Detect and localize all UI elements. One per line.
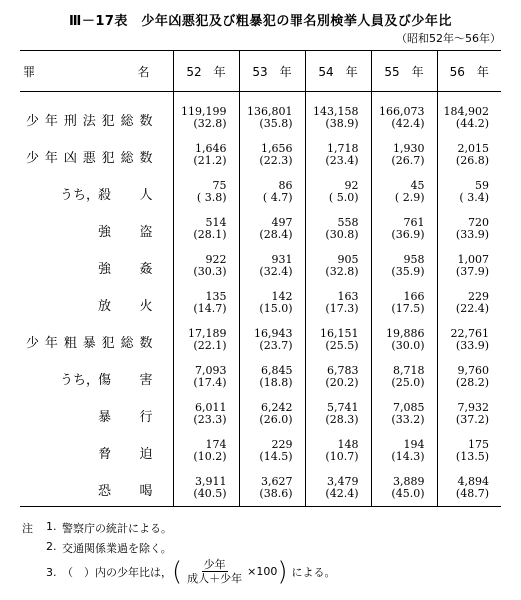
count-value: 1,718 xyxy=(327,141,359,155)
crime-char-2: 害 xyxy=(139,372,153,388)
crime-name-cell xyxy=(20,99,173,136)
table-row xyxy=(20,210,501,247)
count-value: 166 xyxy=(403,289,425,303)
juvenile-ratio: (35.9) xyxy=(391,264,425,278)
juvenile-ratio: (22.1) xyxy=(193,338,227,352)
juvenile-ratio: (23.7) xyxy=(259,338,293,352)
count-value: 6,845 xyxy=(261,363,293,377)
header-year: 56 年 xyxy=(437,51,501,92)
note-text-after: による。 xyxy=(291,565,336,579)
juvenile-ratio: (38.9) xyxy=(325,116,359,130)
count-value: 905 xyxy=(337,252,359,266)
note-text xyxy=(62,558,336,585)
juvenile-ratio: (18.8) xyxy=(259,375,293,389)
value-cell xyxy=(371,284,437,321)
fraction-multiplier: ×100 xyxy=(247,565,278,578)
juvenile-ratio: (26.7) xyxy=(391,153,425,167)
count-value: 514 xyxy=(205,215,227,229)
value-cell xyxy=(437,247,501,284)
juvenile-ratio: (32.4) xyxy=(259,264,293,278)
crime-char-2: 行 xyxy=(139,409,153,425)
crime-total-label: 少年刑法犯総数 xyxy=(26,113,153,129)
count-value: 75 xyxy=(212,178,227,192)
value-cell xyxy=(173,136,239,173)
value-cell xyxy=(437,358,501,395)
count-value: 17,189 xyxy=(188,326,227,340)
value-cell xyxy=(305,173,371,210)
crime-char-2: 人 xyxy=(139,187,153,203)
count-value: 174 xyxy=(205,437,227,451)
value-cell xyxy=(239,432,305,469)
count-value: 229 xyxy=(468,289,489,303)
count-value: 720 xyxy=(468,215,489,229)
juvenile-ratio: (30.0) xyxy=(391,338,425,352)
notes-label: 注 xyxy=(22,522,33,535)
count-value: 175 xyxy=(468,437,489,451)
juvenile-ratio: (22.4) xyxy=(455,301,489,315)
juvenile-ratio: (17.3) xyxy=(325,301,359,315)
count-value: 958 xyxy=(403,252,425,266)
juvenile-ratio: (23.4) xyxy=(325,153,359,167)
value-cell xyxy=(371,395,437,432)
juvenile-ratio: (48.7) xyxy=(455,486,489,500)
count-value: 135 xyxy=(205,289,227,303)
header-year: 54 年 xyxy=(305,51,371,92)
crime-char-1: 恐 xyxy=(98,483,112,499)
juvenile-ratio: (15.0) xyxy=(259,301,293,315)
juvenile-ratio: (14.5) xyxy=(259,449,293,463)
crime-char-1: 強 xyxy=(98,224,112,240)
count-value: 922 xyxy=(205,252,227,266)
count-value: 166,073 xyxy=(379,104,425,118)
table-row xyxy=(20,247,501,284)
value-cell xyxy=(239,99,305,136)
value-cell xyxy=(437,395,501,432)
juvenile-ratio: (22.3) xyxy=(259,153,293,167)
count-value: 184,902 xyxy=(443,104,489,118)
note-text: 交通関係業過を除く。 xyxy=(62,542,172,555)
value-cell xyxy=(437,210,501,247)
value-cell xyxy=(437,136,501,173)
value-cell xyxy=(173,395,239,432)
note-number: 3. xyxy=(46,566,57,579)
note-number: 1. xyxy=(46,520,57,533)
value-cell xyxy=(173,469,239,507)
count-value: 3,889 xyxy=(393,474,425,488)
value-cell xyxy=(305,99,371,136)
juvenile-ratio: (28.3) xyxy=(325,412,359,426)
count-value: 142 xyxy=(271,289,293,303)
count-value: 1,930 xyxy=(393,141,425,155)
value-cell xyxy=(173,284,239,321)
statistics-table xyxy=(20,50,501,507)
value-cell xyxy=(173,210,239,247)
table-row xyxy=(20,173,501,210)
value-cell xyxy=(371,210,437,247)
crime-char-1: 放 xyxy=(98,298,112,314)
juvenile-ratio: (38.6) xyxy=(259,486,293,500)
count-value: 16,943 xyxy=(254,326,293,340)
count-value: 497 xyxy=(271,215,293,229)
table-row xyxy=(20,321,501,358)
value-cell xyxy=(239,469,305,507)
count-value: 45 xyxy=(410,178,425,192)
count-value: 4,894 xyxy=(457,474,489,488)
juvenile-ratio: ( 2.9) xyxy=(394,190,425,204)
value-cell xyxy=(239,210,305,247)
spacer-row xyxy=(20,92,501,100)
count-value: 3,911 xyxy=(195,474,227,488)
juvenile-ratio: (26.0) xyxy=(259,412,293,426)
value-cell xyxy=(305,136,371,173)
count-value: 761 xyxy=(403,215,425,229)
count-value: 1,656 xyxy=(261,141,293,155)
crime-char-1: 殺 xyxy=(98,187,112,203)
count-value: 6,011 xyxy=(195,400,227,414)
count-value: 7,093 xyxy=(195,363,227,377)
juvenile-ratio: (28.4) xyxy=(259,227,293,241)
count-value: 19,886 xyxy=(386,326,425,340)
header-year: 53 年 xyxy=(239,51,305,92)
header-row xyxy=(20,51,501,92)
crime-name-cell xyxy=(20,284,173,321)
juvenile-ratio: (10.2) xyxy=(193,449,227,463)
header-crime-a: 罪 xyxy=(23,64,36,79)
count-value: 3,479 xyxy=(327,474,359,488)
table-row xyxy=(20,284,501,321)
table-title: Ⅲ－17表 少年凶悪犯及び粗暴犯の罪名別検挙人員及び少年比 xyxy=(69,14,452,29)
count-value: 143,158 xyxy=(313,104,359,118)
juvenile-ratio: (40.5) xyxy=(193,486,227,500)
juvenile-ratio: ( 4.7) xyxy=(262,190,293,204)
crime-char-2: 喝 xyxy=(139,483,153,499)
value-cell xyxy=(437,173,501,210)
count-value: 6,242 xyxy=(261,400,293,414)
period-note: （昭和52年～56年） xyxy=(396,32,501,45)
juvenile-ratio: (25.0) xyxy=(391,375,425,389)
value-cell xyxy=(371,247,437,284)
value-cell xyxy=(305,469,371,507)
crime-prefix: うち， xyxy=(60,372,100,388)
count-value: 5,741 xyxy=(327,400,359,414)
juvenile-ratio: (32.8) xyxy=(193,116,227,130)
value-cell xyxy=(173,321,239,358)
count-value: 194 xyxy=(403,437,425,451)
crime-name-cell xyxy=(20,469,173,507)
juvenile-ratio: (20.2) xyxy=(325,375,359,389)
value-cell xyxy=(305,432,371,469)
value-cell xyxy=(437,284,501,321)
value-cell xyxy=(173,432,239,469)
crime-char-1: 脅 xyxy=(98,446,112,462)
value-cell xyxy=(371,173,437,210)
crime-char-2: 盗 xyxy=(139,224,153,240)
count-value: 7,085 xyxy=(393,400,425,414)
value-cell xyxy=(371,358,437,395)
juvenile-ratio: ( 3.4) xyxy=(459,190,489,204)
count-value: 3,627 xyxy=(261,474,293,488)
note-number: 2. xyxy=(46,540,57,553)
count-value: 148 xyxy=(337,437,359,451)
juvenile-ratio: ( 5.0) xyxy=(328,190,359,204)
value-cell xyxy=(239,136,305,173)
juvenile-ratio: (26.8) xyxy=(455,153,489,167)
count-value: 7,932 xyxy=(457,400,489,414)
crime-char-1: 強 xyxy=(98,261,112,277)
value-cell xyxy=(239,358,305,395)
crime-char-2: 姦 xyxy=(139,261,153,277)
fraction-denominator: 成人＋少年 xyxy=(187,572,243,585)
value-cell xyxy=(371,432,437,469)
crime-total-label: 少年凶悪犯総数 xyxy=(26,150,153,166)
crime-name-cell xyxy=(20,395,173,432)
crime-name-cell xyxy=(20,247,173,284)
value-cell xyxy=(437,469,501,507)
crime-name-cell xyxy=(20,136,173,173)
crime-name-cell xyxy=(20,358,173,395)
juvenile-ratio: (30.3) xyxy=(193,264,227,278)
value-cell xyxy=(173,247,239,284)
header-year: 52 年 xyxy=(173,51,239,92)
crime-prefix: うち， xyxy=(60,187,100,203)
juvenile-ratio: (33.9) xyxy=(455,227,489,241)
juvenile-ratio: (23.3) xyxy=(193,412,227,426)
table-row xyxy=(20,358,501,395)
juvenile-ratio: (37.2) xyxy=(455,412,489,426)
count-value: 16,151 xyxy=(320,326,359,340)
value-cell xyxy=(371,469,437,507)
crime-char-1: 暴 xyxy=(98,409,112,425)
crime-name-cell xyxy=(20,432,173,469)
table-row xyxy=(20,99,501,136)
table-row xyxy=(20,395,501,432)
juvenile-ratio: (10.7) xyxy=(325,449,359,463)
value-cell xyxy=(305,247,371,284)
juvenile-ratio: (33.2) xyxy=(391,412,425,426)
header-year: 55 年 xyxy=(371,51,437,92)
value-cell xyxy=(305,210,371,247)
juvenile-ratio: ( 3.8) xyxy=(196,190,227,204)
value-cell xyxy=(239,284,305,321)
juvenile-ratio: (14.7) xyxy=(193,301,227,315)
juvenile-ratio: (37.9) xyxy=(455,264,489,278)
count-value: 9,760 xyxy=(457,363,489,377)
value-cell xyxy=(305,284,371,321)
table-row xyxy=(20,432,501,469)
count-value: 119,199 xyxy=(181,104,227,118)
juvenile-ratio: (36.9) xyxy=(391,227,425,241)
table-row xyxy=(20,136,501,173)
juvenile-ratio: (13.5) xyxy=(455,449,489,463)
juvenile-ratio: (42.4) xyxy=(391,116,425,130)
juvenile-ratio: (44.2) xyxy=(455,116,489,130)
value-cell xyxy=(371,136,437,173)
count-value: 1,007 xyxy=(457,252,489,266)
juvenile-ratio: (25.5) xyxy=(325,338,359,352)
count-value: 92 xyxy=(344,178,359,192)
value-cell xyxy=(371,321,437,358)
count-value: 59 xyxy=(475,178,489,192)
count-value: 6,783 xyxy=(327,363,359,377)
fraction-numerator: 少年 xyxy=(203,558,226,571)
count-value: 136,801 xyxy=(247,104,293,118)
crime-name-cell xyxy=(20,210,173,247)
count-value: 22,761 xyxy=(450,326,489,340)
crime-char-2: 迫 xyxy=(139,446,153,462)
juvenile-ratio: (28.2) xyxy=(455,375,489,389)
juvenile-ratio: (35.8) xyxy=(259,116,293,130)
juvenile-ratio: (33.9) xyxy=(455,338,489,352)
count-value: 163 xyxy=(337,289,359,303)
table-body xyxy=(20,92,501,507)
value-cell xyxy=(173,358,239,395)
value-cell xyxy=(437,432,501,469)
crime-char-1: 傷 xyxy=(98,372,112,388)
count-value: 1,646 xyxy=(195,141,227,155)
header-crime-name xyxy=(20,51,173,92)
value-cell xyxy=(239,395,305,432)
count-value: 8,718 xyxy=(393,363,425,377)
value-cell xyxy=(305,395,371,432)
value-cell xyxy=(173,99,239,136)
crime-name-cell xyxy=(20,173,173,210)
crime-total-label: 少年粗暴犯総数 xyxy=(26,335,153,351)
header-crime-b: 名 xyxy=(137,64,150,79)
count-value: 558 xyxy=(337,215,359,229)
crime-char-2: 火 xyxy=(139,298,153,314)
value-cell xyxy=(305,358,371,395)
juvenile-ratio: (17.4) xyxy=(193,375,227,389)
juvenile-ratio: (42.4) xyxy=(325,486,359,500)
juvenile-ratio: (28.1) xyxy=(193,227,227,241)
juvenile-ratio: (14.3) xyxy=(391,449,425,463)
ratio-formula: ( 少年 成人＋少年 ×100 ) xyxy=(172,556,288,587)
juvenile-ratio: (45.0) xyxy=(391,486,425,500)
count-value: 2,015 xyxy=(457,141,489,155)
value-cell xyxy=(239,321,305,358)
value-cell xyxy=(239,247,305,284)
juvenile-ratio: (32.8) xyxy=(325,264,359,278)
note-text-before: （ ）内の少年比は， xyxy=(62,565,172,579)
value-cell xyxy=(437,321,501,358)
note-text: 警察庁の統計による。 xyxy=(62,522,172,535)
value-cell xyxy=(239,173,305,210)
juvenile-ratio: (21.2) xyxy=(193,153,227,167)
crime-name-cell xyxy=(20,321,173,358)
juvenile-ratio: (30.8) xyxy=(325,227,359,241)
count-value: 86 xyxy=(278,178,293,192)
count-value: 931 xyxy=(271,252,293,266)
value-cell xyxy=(437,99,501,136)
count-value: 229 xyxy=(271,437,293,451)
table-row xyxy=(20,469,501,507)
value-cell xyxy=(173,173,239,210)
value-cell xyxy=(305,321,371,358)
value-cell xyxy=(371,99,437,136)
juvenile-ratio: (17.5) xyxy=(391,301,425,315)
